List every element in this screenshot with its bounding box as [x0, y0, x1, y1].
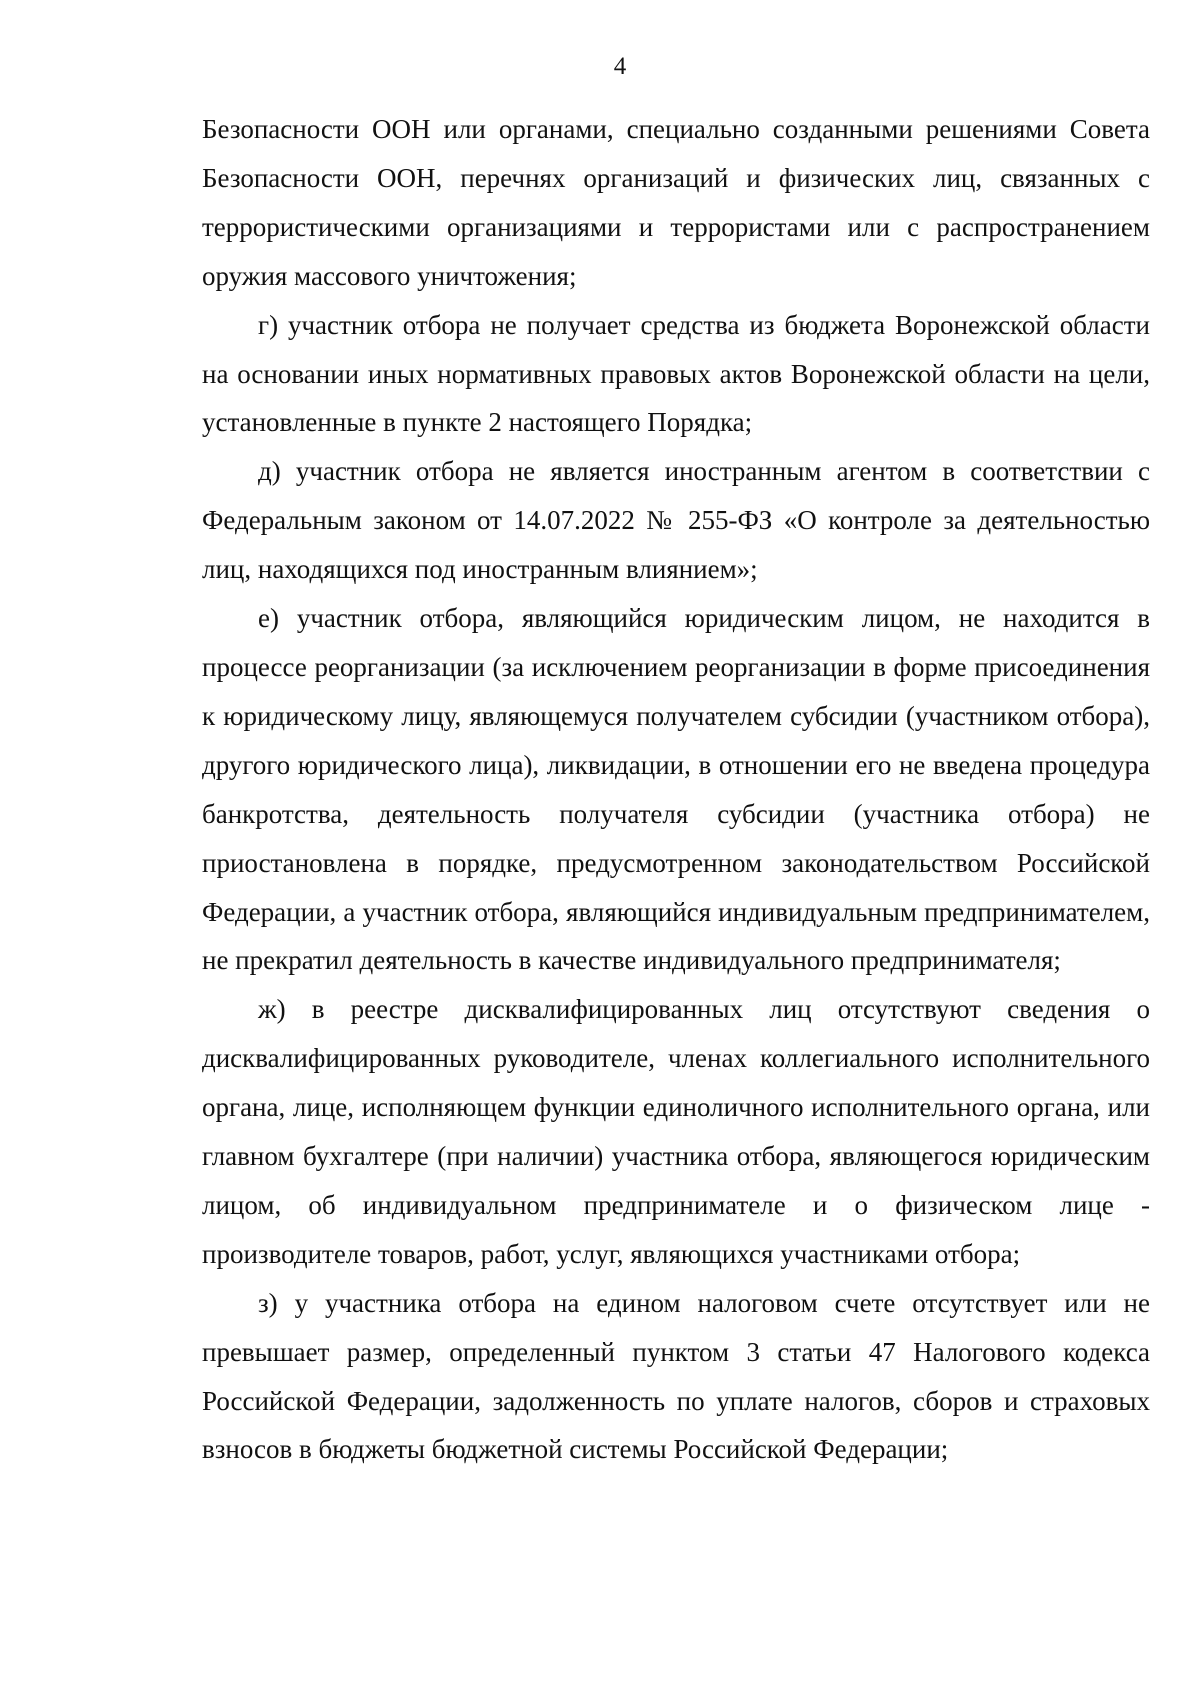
paragraph-continuation: Безопасности ООН или органами, специально созданными решениями Совета Безопасности ООН, перечнях организаций и физических лиц, связанных с террористическими организациями и террористами или с распространением оружия массового уничтожения; — [202, 114, 1150, 291]
paragraph-item-zh: ж) в реестре дисквалифицированных лиц отсутствуют сведения о дисквалифицированных руководителе, членах коллегиального исполнительного органа, лице, исполняющем функции единоличного исполнительного органа, или главном бухгалтере (при наличии) участника отбора, являющегося юридическим лицом, об индивидуальном предпринимателе и о физическом лице - производителе товаров, работ, услуг, являющихся участниками отбора; — [202, 994, 1150, 1269]
page-number: 4 — [613, 53, 627, 80]
paragraph-item-e: е) участник отбора, являющийся юридическим лицом, не находится в процессе реорганизации (за исключением реорганизации в форме присоединения к юридическому лицу, являющемуся получателем субсидии (участником отбора), другого юридического лица), ликвидации, в отношении его не введена процедура банкротства, деятельность получателя субсидии (участника отбора) не приостановлена в порядке, предусмотренном законодательством Российской Федерации, а участник отбора, являющийся индивидуальным предпринимателем, не прекратил деятельность в качестве индивидуального предпринимателя; — [202, 603, 1150, 976]
document-body — [202, 105, 1150, 1474]
paragraph-item-d: д) участник отбора не является иностранным агентом в соответствии с Федеральным законом от 14.07.2022 № 255-ФЗ «О контроле за деятельностью лиц, находящихся под иностранным влиянием»; — [202, 456, 1150, 585]
paragraph-item-g: г) участник отбора не получает средства из бюджета Воронежской области на основании иных нормативных правовых актов Воронежской области на цели, установленные в пункте 2 настоящего Порядка; — [202, 309, 1150, 438]
paragraph-item-z: з) у участника отбора на едином налоговом счете отсутствует или не превышает размер, определенный пунктом 3 статьи 47 Налогового кодекса Российской Федерации, задолженность по уплате налогов, сборов и страховых взносов в бюджеты бюджетной системы Российской Федерации; — [202, 1287, 1150, 1465]
